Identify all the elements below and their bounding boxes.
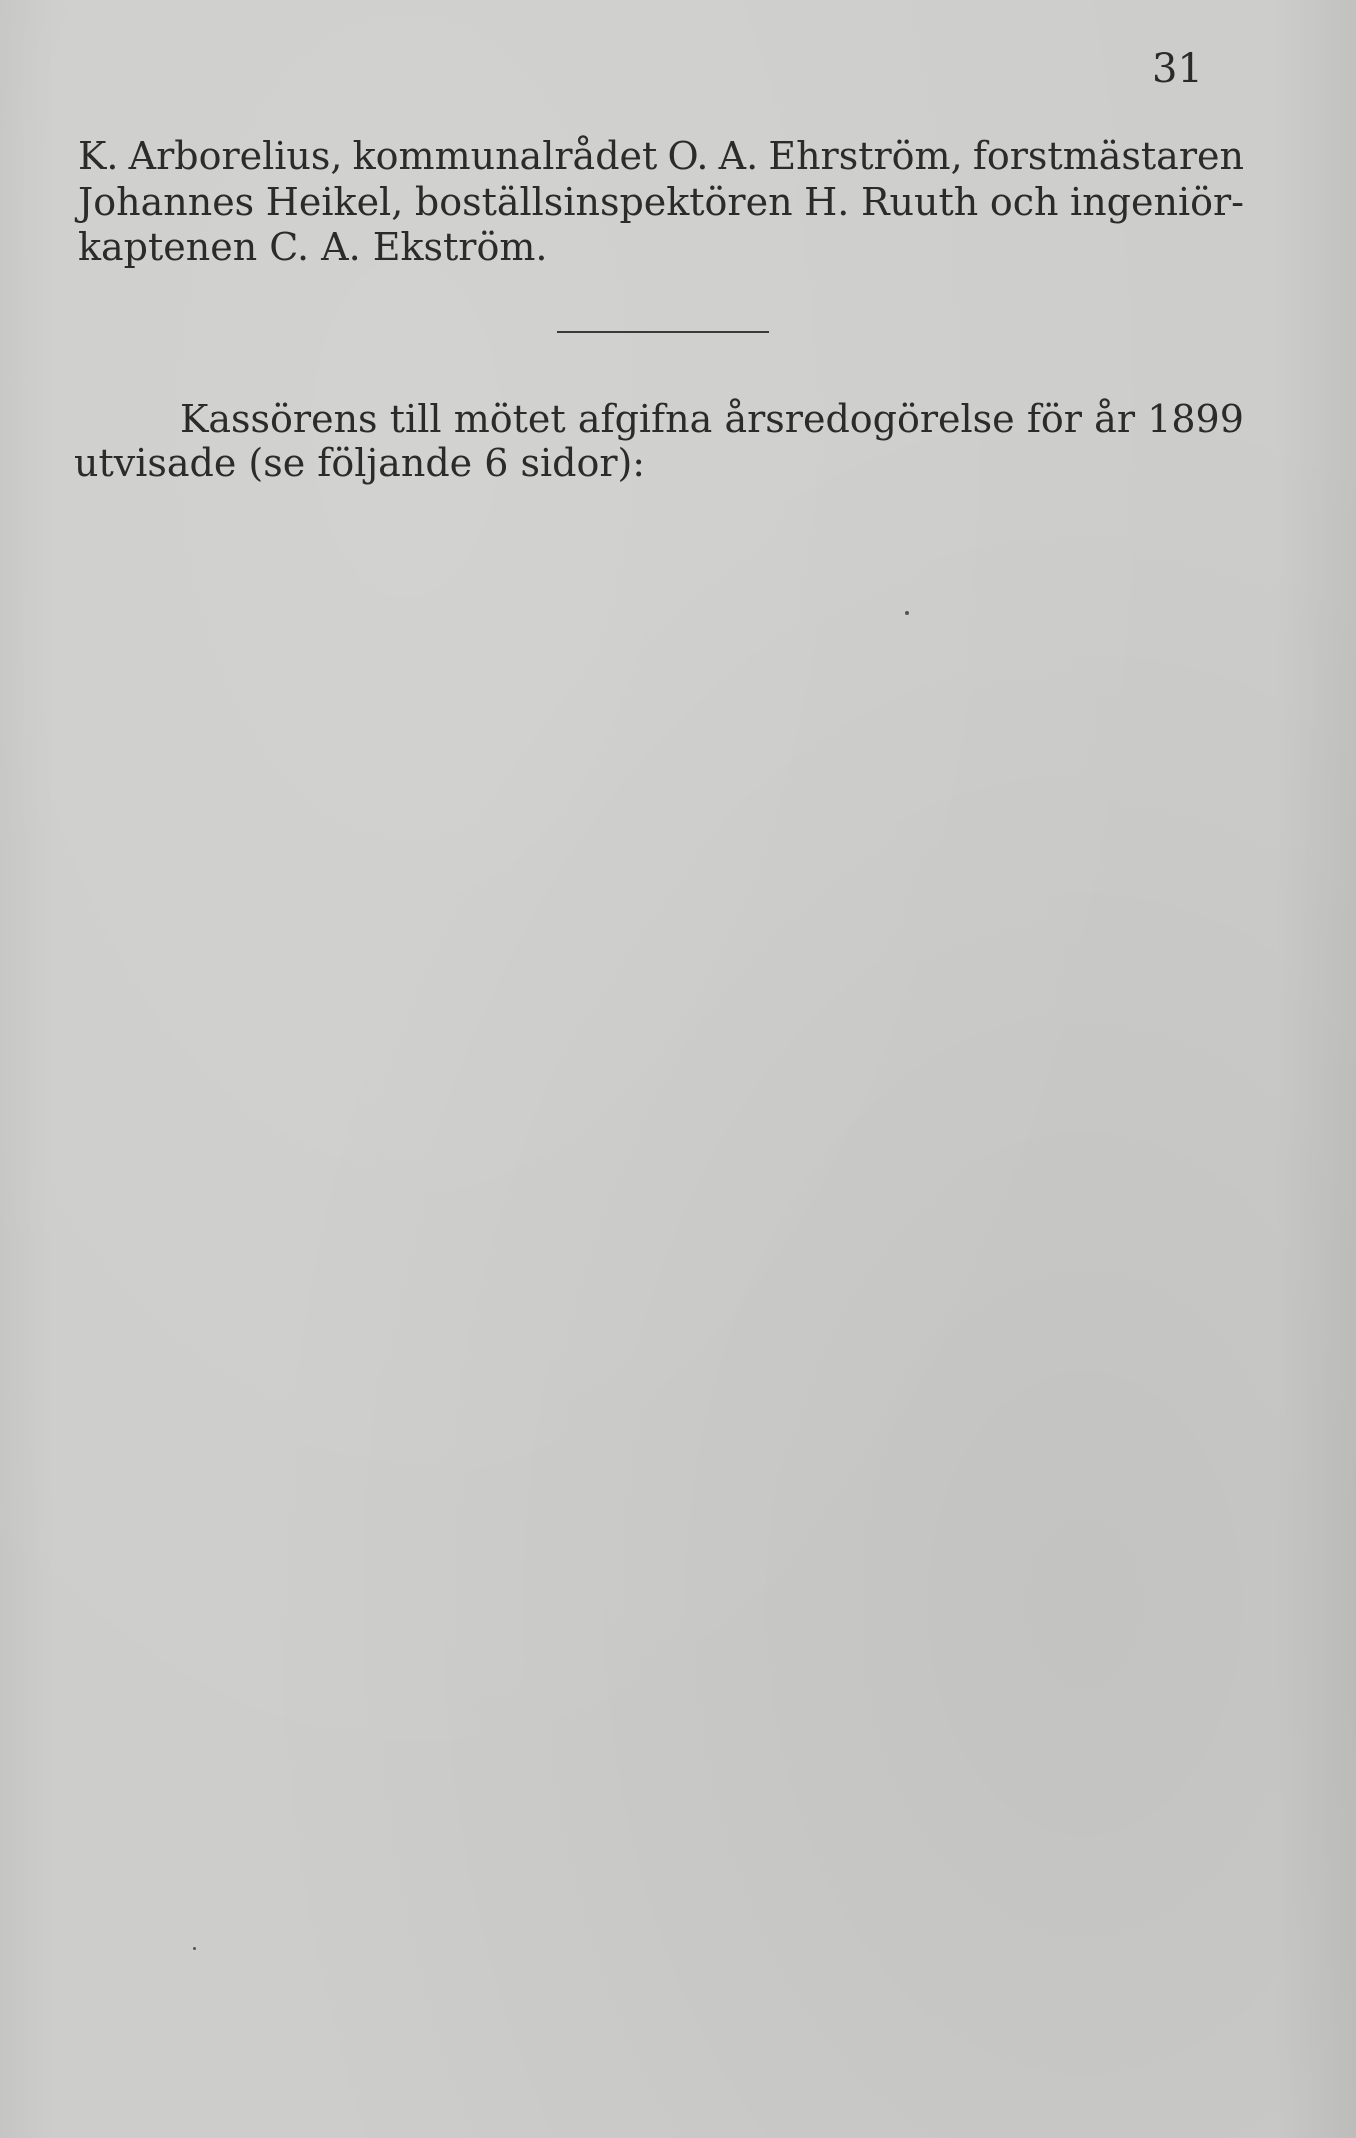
word: K. <box>78 134 119 178</box>
word: boställsinspektören <box>414 180 793 224</box>
word: Ruuth <box>860 180 979 224</box>
word: Kassörens <box>180 397 378 441</box>
word: O. <box>667 134 709 178</box>
word: ingeniör- <box>1070 180 1244 224</box>
word: Ehrström, <box>768 134 963 178</box>
word: årsredogörelse <box>724 397 1015 441</box>
paper-speck <box>193 1947 196 1950</box>
word: till <box>389 397 442 441</box>
word: Heikel, <box>265 180 404 224</box>
word: år <box>1094 397 1135 441</box>
word: och <box>989 180 1059 224</box>
word: forstmästaren <box>972 134 1244 178</box>
word: mötet <box>453 397 566 441</box>
word: afgifna <box>577 397 713 441</box>
page-number: 31 <box>1152 46 1203 92</box>
paragraph-2-line-2: utvisade (se följande 6 sidor): <box>74 441 646 485</box>
paragraph-1-line-3: kaptenen C. A. Ekström. <box>78 225 548 269</box>
word: 1899 <box>1147 397 1244 441</box>
word: Johannes <box>78 180 255 224</box>
paragraph-1-line-1 <box>78 134 1244 178</box>
word: kommunalrådet <box>352 134 658 178</box>
paper-speck <box>905 611 909 615</box>
word: för <box>1026 397 1082 441</box>
word: H. <box>804 180 850 224</box>
paragraph-1-line-2 <box>78 180 1244 224</box>
paragraph-2-line-1 <box>180 397 1244 441</box>
word: Arborelius, <box>128 134 343 178</box>
section-divider <box>557 331 769 333</box>
word: A. <box>718 134 759 178</box>
